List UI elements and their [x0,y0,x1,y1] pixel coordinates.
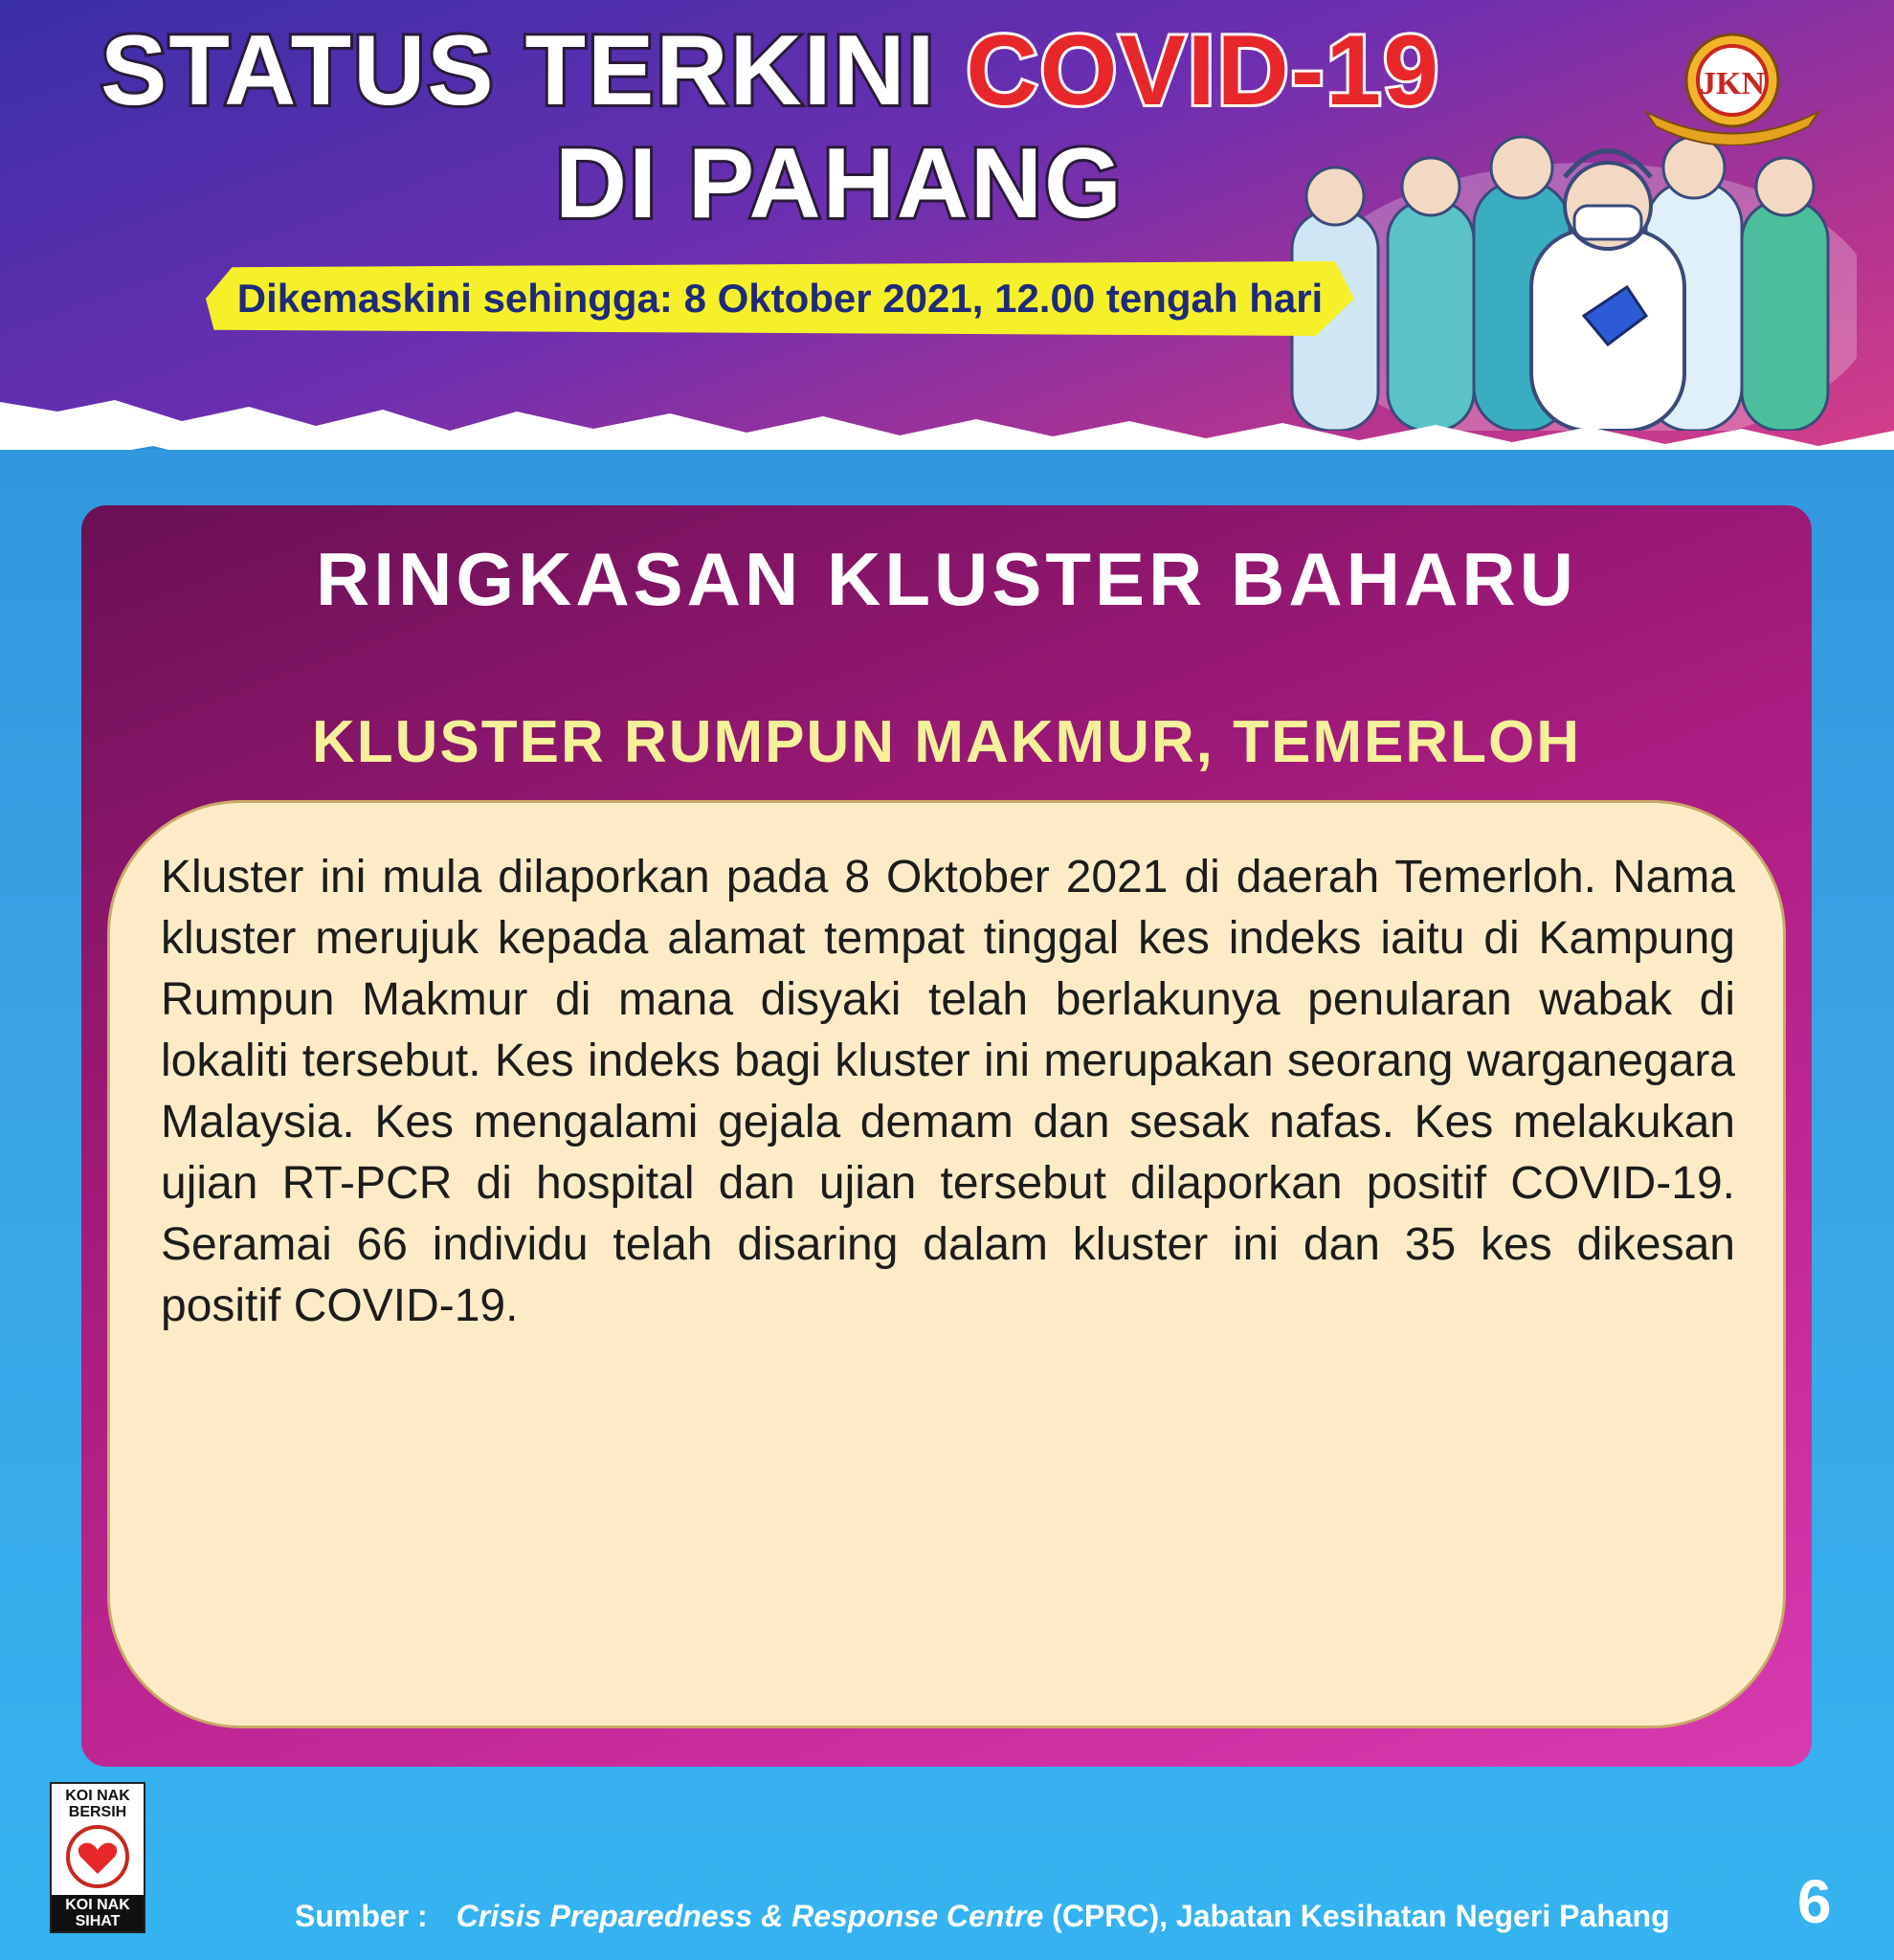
update-timestamp: Dikemaskini sehingga: 8 Oktober 2021, 12.00 tengah hari [236,276,1324,321]
torn-paper-edge [0,383,1894,450]
source-org-rest: (CPRC), Jabatan Kesihatan Negeri Pahang [1043,1899,1670,1933]
title-covid-text: COVID-19 [966,15,1441,126]
koi-nak-sihat-badge [50,1782,145,1933]
source-org-italic: Crisis Preparedness & Response Centre [456,1899,1044,1933]
source-credit [295,1899,1670,1934]
badge-bottom-text: KOI NAK SIHAT [52,1895,144,1931]
main-title [100,15,1441,126]
cluster-description: Kluster ini mula dilaporkan pada 8 Oktober 2021 di daerah Temerloh. Nama kluster merujuk kepada alamat tempat tinggal kes indeks iaitu di Kampung Rumpun Makmur di mana disyaki telah berlakunya penularan wabak di lokaliti tersebut. Kes indeks bagi kluster ini merupakan seorang warganegara Malaysia. Kes mengalami gejala demam dan sesak nafas. Kes melakukan ujian RT-PCR di hospital dan ujian tersebut dilaporkan positif COVID-19. Seramai 66 individu telah disaring dalam kluster ini dan 35 kes dikesan positif COVID-19. [161,852,1735,1331]
title-text: STATUS TERKINI [100,15,967,126]
panel-title: RINGKASAN KLUSTER BAHARU [316,537,1577,621]
source-label: Sumber : [295,1899,428,1933]
page-number: 6 [1797,1867,1832,1936]
title-location: DI PAHANG [555,128,1124,239]
jkn-logo [1637,21,1828,145]
badge-top-text: KOI NAK BERSIH [65,1788,130,1820]
logo-text: JKN [1700,66,1765,101]
cluster-name: KLUSTER RUMPUN MAKMUR, TEMERLOH [311,709,1582,775]
heart-icon [65,1824,130,1889]
